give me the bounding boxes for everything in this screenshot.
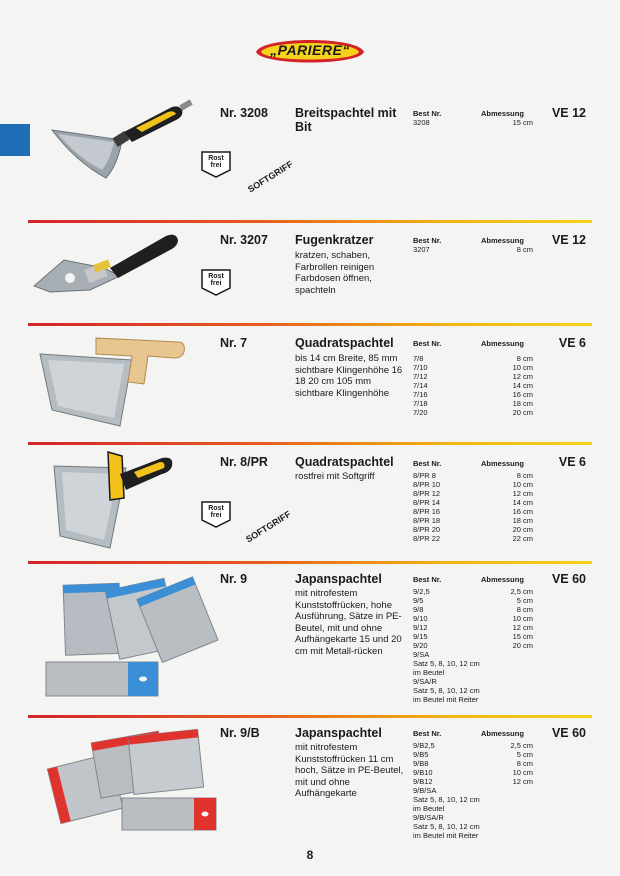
best-nr: 9/B/SA (413, 786, 437, 795)
size-list (413, 741, 533, 840)
size-row (413, 614, 533, 623)
size-row (413, 804, 533, 813)
section-divider (28, 323, 592, 326)
product-title: Japanspachtel (295, 726, 382, 740)
best-nr: 7/16 (413, 390, 428, 399)
size-row (413, 632, 533, 641)
best-nr: 9/B12 (413, 777, 433, 786)
size-row (413, 623, 533, 632)
size-row (413, 768, 533, 777)
size-row (413, 471, 533, 480)
best-nr: 8/PR 14 (413, 498, 441, 507)
best-nr: 9/B8 (413, 759, 429, 768)
abmessung-header: Abmessung (481, 459, 524, 468)
best-nr-header: Best Nr. (413, 236, 442, 245)
abmessung: 12 cm (512, 372, 533, 381)
product-nr: Nr. 3208 (220, 106, 268, 120)
abmessung: 10 cm (512, 363, 533, 372)
rost-frei-badge (200, 500, 232, 528)
fugenkratzer-image (30, 226, 190, 298)
size-row (413, 498, 533, 507)
section-divider (28, 715, 592, 718)
size-list (413, 471, 533, 543)
abmessung: 2,5 cm (510, 587, 533, 596)
size-row (413, 650, 533, 659)
best-nr: Satz 5, 8, 10, 12 cm (413, 686, 480, 695)
abmessung: 14 cm (512, 498, 533, 507)
ve-label: VE 12 (551, 106, 586, 120)
best-nr: 7/8 (413, 354, 424, 363)
best-nr: 8/PR 18 (413, 516, 441, 525)
product-description: bis 14 cm Breite, 85 mm sichtbare Klingenhöhe 16 18 20 cm 105 mm sichtbare Klingenhöhe (295, 353, 403, 399)
size-row (413, 777, 533, 786)
best-nr: im Beutel (413, 668, 445, 677)
section-divider (28, 220, 592, 223)
japanspachtel-red-image (34, 724, 224, 836)
size-row (413, 677, 533, 686)
best-nr-header: Best Nr. (413, 339, 442, 348)
size-row (413, 795, 533, 804)
product-title: Breitspachtel mit Bit (295, 106, 397, 134)
brand-logo-text: „PARIERE“ (270, 42, 350, 58)
softgriff-label: SOFTGRIFF (246, 158, 295, 195)
best-nr: im Beutel (413, 804, 445, 813)
ve-label: VE 6 (558, 455, 586, 469)
product-description: mit nitrofestem Kunststoffrücken, hohe Ausführung, Sätze in PE-Beutel, mit und ohne Aufhängekarte 15 und 20 cm mit Metall-rücken (295, 588, 402, 657)
size-row (413, 641, 533, 650)
best-nr: 7/18 (413, 399, 428, 408)
best-nr: 7/10 (413, 363, 428, 372)
best-nr: 9/5 (413, 596, 424, 605)
best-nr: 8/PR 8 (413, 471, 436, 480)
abmessung-header: Abmessung (481, 109, 524, 118)
abmessung: 10 cm (512, 480, 533, 489)
best-nr: im Beutel mit Reiter (413, 831, 479, 840)
best-nr: 9/15 (413, 632, 428, 641)
quadratspachtel-softgriff-image (50, 450, 180, 550)
product-nr: Nr. 3207 (220, 233, 268, 247)
product-nr: Nr. 9 (220, 572, 248, 586)
size-row (413, 659, 533, 668)
size-list (413, 354, 533, 417)
abmessung: 16 cm (512, 507, 533, 516)
size-row (413, 831, 533, 840)
product-description: mit nitrofestem Kunststoffrücken 11 cm hoch, Sätze in PE-Beutel, mit und ohne Aufhängekarte (295, 742, 404, 799)
abmessung-header: Abmessung (481, 575, 524, 584)
product-nr: Nr. 8/PR (220, 455, 268, 469)
abmessung: 5 cm (516, 596, 533, 605)
best-nr: 9/B5 (413, 750, 429, 759)
ve-label: VE 60 (551, 726, 586, 740)
product-description: rostfrei mit Softgriff (295, 471, 375, 482)
ve-label: VE 6 (558, 336, 586, 350)
breitspachtel-image (48, 98, 208, 180)
section-divider (28, 561, 592, 564)
size-row (413, 480, 533, 489)
best-nr: 7/12 (413, 372, 428, 381)
size-row (413, 118, 533, 127)
best-nr: Satz 5, 8, 10, 12 cm (413, 659, 480, 668)
size-row (413, 759, 533, 768)
best-nr-header: Best Nr. (413, 575, 442, 584)
size-row (413, 695, 533, 704)
softgriff-label: SOFTGRIFF (244, 508, 293, 545)
size-row (413, 668, 533, 677)
rost-label: Rost (208, 155, 224, 162)
rost-frei-badge (200, 268, 232, 296)
best-nr: 9/B2,5 (413, 741, 435, 750)
best-nr: 7/14 (413, 381, 428, 390)
best-nr: 9/2,5 (413, 587, 430, 596)
size-list (413, 587, 533, 704)
best-nr: 9/B/SA/R (413, 813, 444, 822)
section-tab-marker (0, 124, 30, 156)
abmessung: 10 cm (512, 614, 533, 623)
rost-frei-badge (200, 150, 232, 178)
size-row (413, 354, 533, 363)
abmessung: 15 cm (512, 632, 533, 641)
abmessung: 18 cm (512, 516, 533, 525)
best-nr: 8/PR 22 (413, 534, 441, 543)
best-nr: 3207 (413, 245, 430, 254)
size-row (413, 534, 533, 543)
best-nr: 7/20 (413, 408, 428, 417)
best-nr: 9/B10 (413, 768, 433, 777)
best-nr: 8/PR 12 (413, 489, 441, 498)
abmessung: 8 cm (516, 354, 533, 363)
product-description: kratzen, schaben, Farbrollen reinigen Farbdosen öffnen, spachteln (295, 250, 375, 296)
rost-label: Rost (208, 273, 224, 280)
best-nr: 9/SA (413, 650, 430, 659)
ve-label: VE 60 (551, 572, 586, 586)
product-title: Quadratspachtel (295, 336, 394, 350)
size-list (413, 118, 533, 127)
best-nr: 9/SA/R (413, 677, 437, 686)
best-nr: 8/PR 16 (413, 507, 441, 516)
abmessung: 5 cm (516, 750, 533, 759)
best-nr: 9/20 (413, 641, 428, 650)
frei-label: frei (210, 162, 222, 169)
size-row (413, 381, 533, 390)
size-row (413, 390, 533, 399)
best-nr: 9/10 (413, 614, 428, 623)
size-row (413, 813, 533, 822)
size-row (413, 750, 533, 759)
best-nr: 8/PR 10 (413, 480, 441, 489)
size-row (413, 507, 533, 516)
abmessung: 20 cm (512, 408, 533, 417)
abmessung: 8 cm (516, 471, 533, 480)
size-row (413, 245, 533, 254)
abmessung-header: Abmessung (481, 236, 524, 245)
ve-label: VE 12 (551, 233, 586, 247)
rost-label: Rost (208, 505, 224, 512)
product-title: Japanspachtel (295, 572, 382, 586)
size-row (413, 363, 533, 372)
abmessung: 20 cm (512, 641, 533, 650)
frei-label: frei (210, 280, 222, 287)
abmessung: 12 cm (512, 489, 533, 498)
best-nr: 3208 (413, 118, 430, 127)
abmessung: 10 cm (512, 768, 533, 777)
size-row (413, 786, 533, 795)
best-nr: Satz 5, 8, 10, 12 cm (413, 822, 480, 831)
abmessung: 22 cm (512, 534, 533, 543)
abmessung: 16 cm (512, 390, 533, 399)
abmessung: 14 cm (512, 381, 533, 390)
page-number: 8 (306, 848, 314, 862)
abmessung: 12 cm (512, 777, 533, 786)
abmessung: 12 cm (512, 623, 533, 632)
product-nr: Nr. 9/B (220, 726, 260, 740)
product-title: Fugenkratzer (295, 233, 374, 247)
frei-label: frei (210, 512, 222, 519)
size-row (413, 596, 533, 605)
product-nr: Nr. 7 (220, 336, 248, 350)
best-nr: 9/12 (413, 623, 428, 632)
best-nr-header: Best Nr. (413, 729, 442, 738)
size-row (413, 686, 533, 695)
size-row (413, 489, 533, 498)
abmessung: 8 cm (516, 245, 533, 254)
abmessung: 2,5 cm (510, 741, 533, 750)
best-nr: 8/PR 20 (413, 525, 441, 534)
abmessung: 8 cm (516, 605, 533, 614)
size-row (413, 605, 533, 614)
size-row (413, 372, 533, 381)
size-row (413, 408, 533, 417)
abmessung: 8 cm (516, 759, 533, 768)
best-nr: Satz 5, 8, 10, 12 cm (413, 795, 480, 804)
abmessung: 18 cm (512, 399, 533, 408)
abmessung-header: Abmessung (481, 729, 524, 738)
abmessung-header: Abmessung (481, 339, 524, 348)
quadratspachtel-image (36, 330, 196, 430)
size-row (413, 525, 533, 534)
best-nr: im Beutel mit Reiter (413, 695, 479, 704)
abmessung: 15 cm (512, 118, 533, 127)
section-divider (28, 442, 592, 445)
best-nr-header: Best Nr. (413, 109, 442, 118)
best-nr-header: Best Nr. (413, 459, 442, 468)
product-title: Quadratspachtel (295, 455, 394, 469)
size-row (413, 741, 533, 750)
size-row (413, 822, 533, 831)
size-list (413, 245, 533, 254)
japanspachtel-blue-image (40, 570, 220, 704)
size-row (413, 399, 533, 408)
size-row (413, 516, 533, 525)
brand-logo (252, 32, 368, 68)
best-nr: 9/8 (413, 605, 424, 614)
size-row (413, 587, 533, 596)
abmessung: 20 cm (512, 525, 533, 534)
